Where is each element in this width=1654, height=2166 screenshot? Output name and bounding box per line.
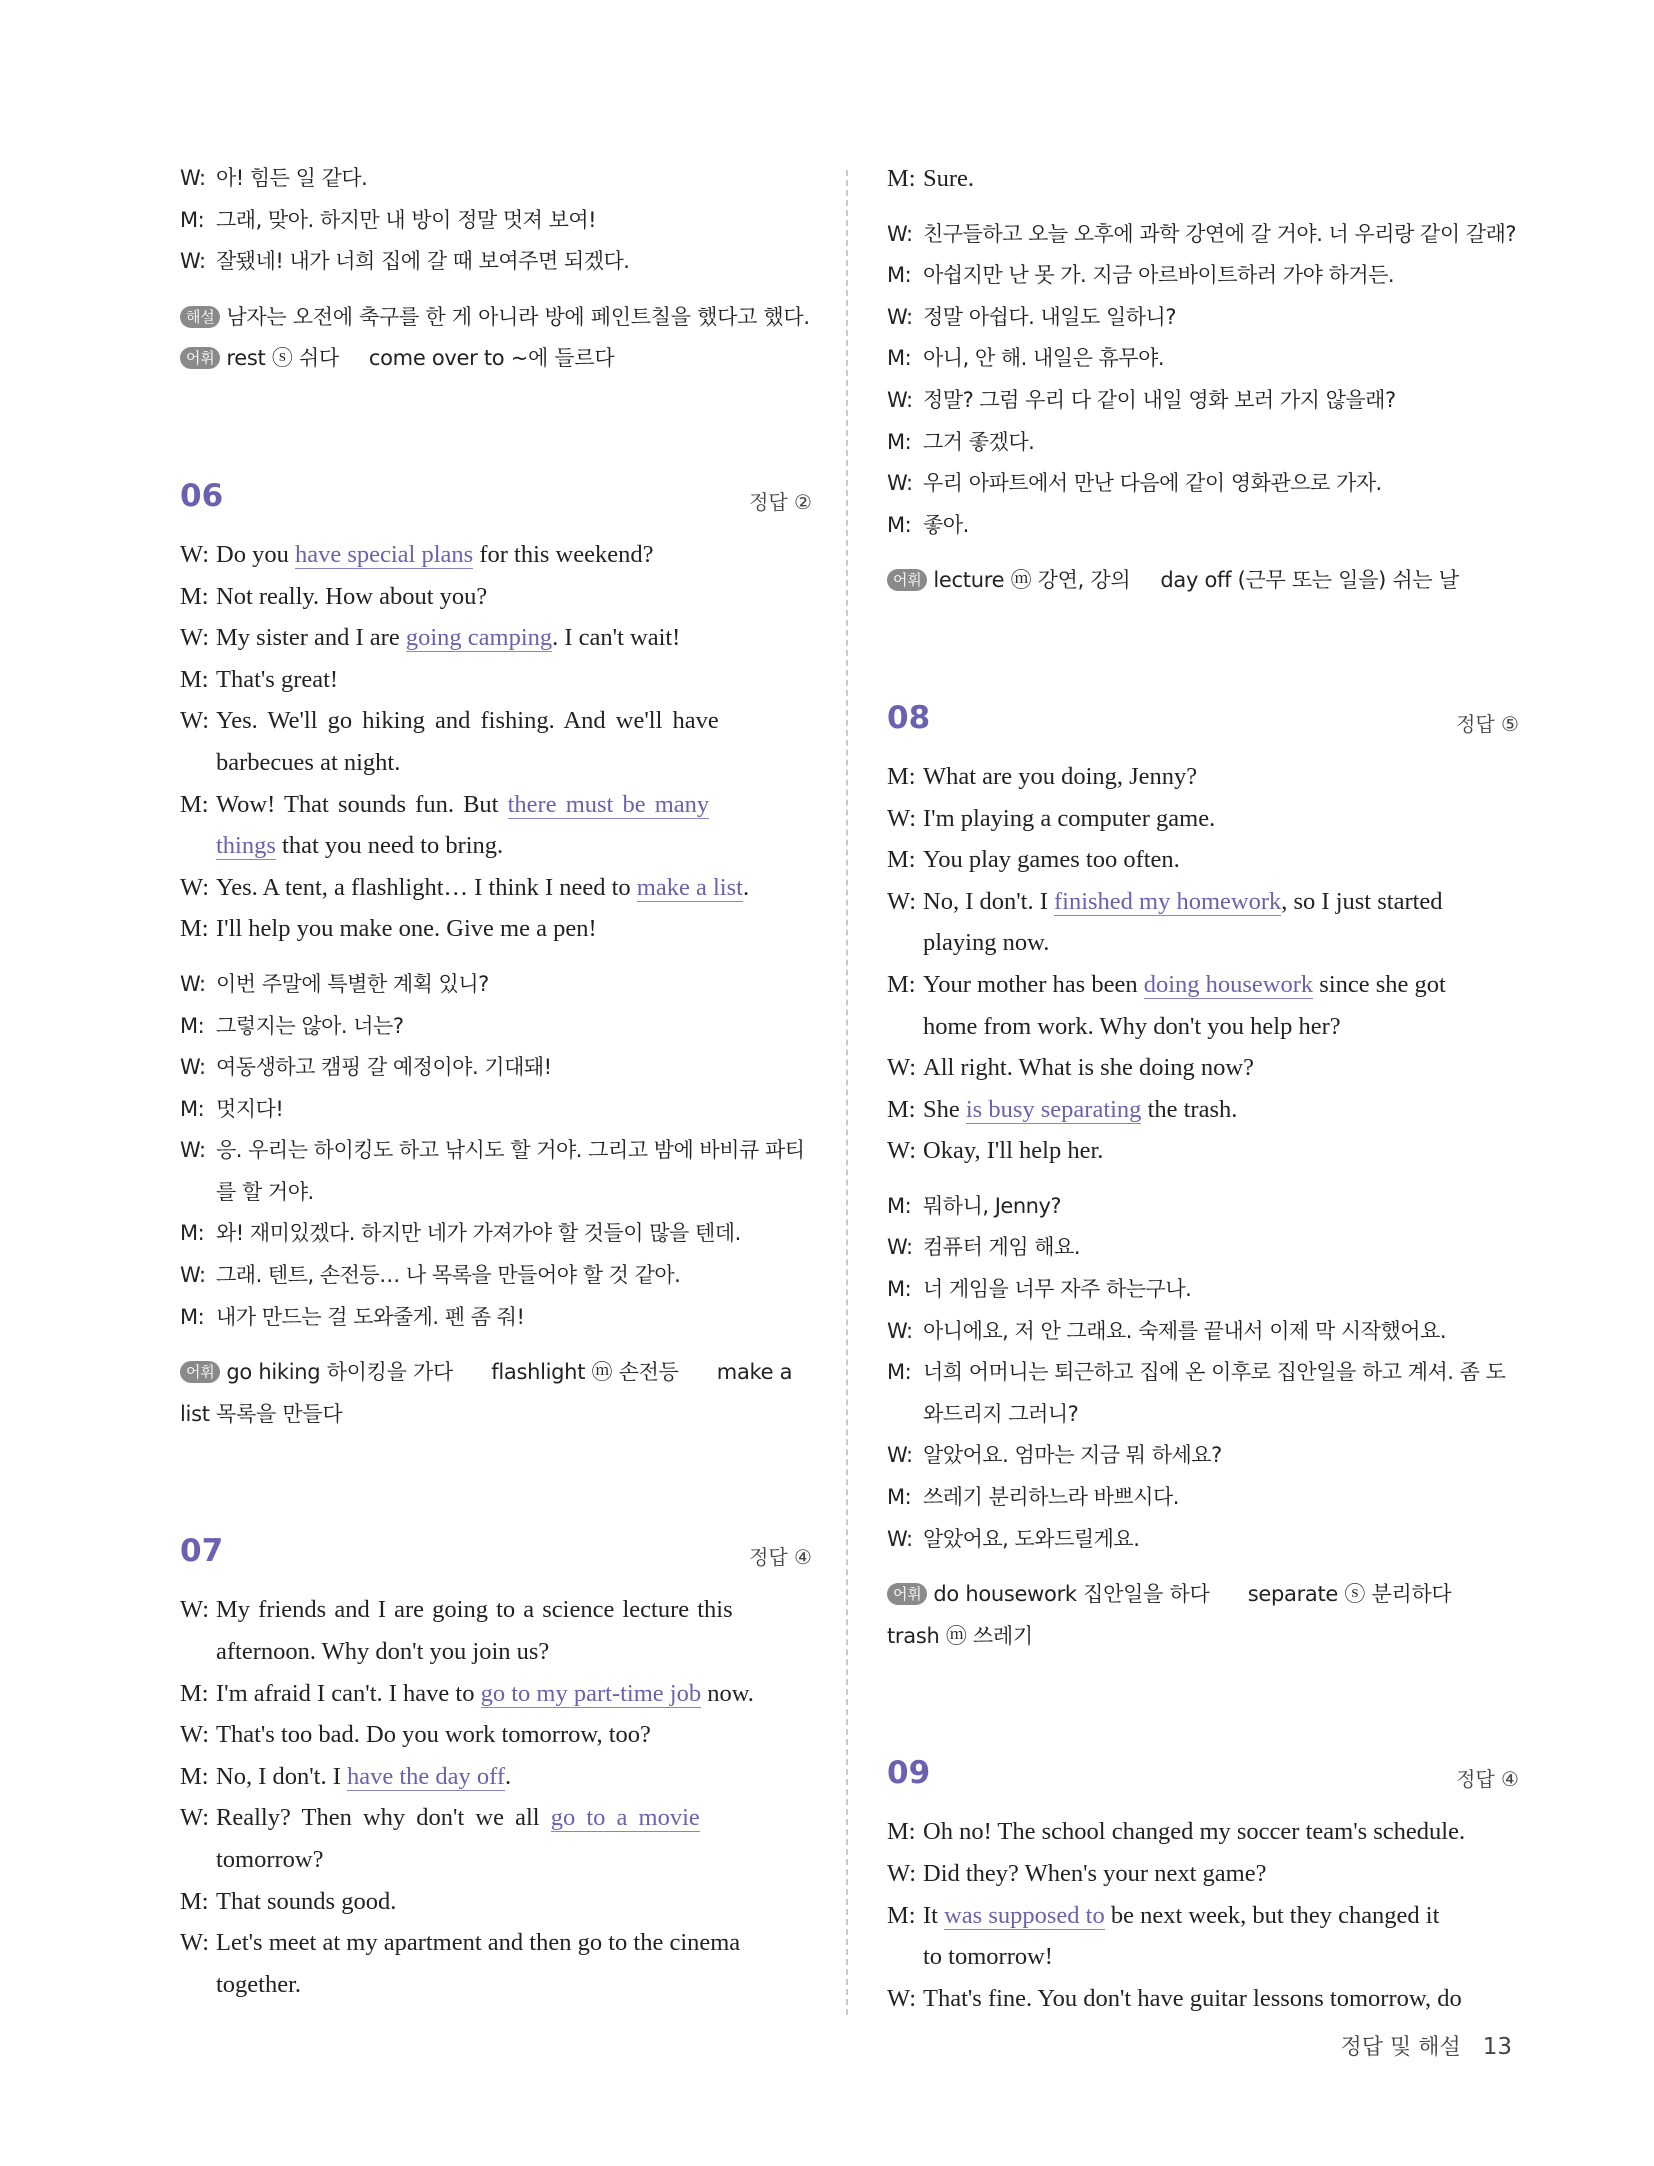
dialogue-line: M: No, I don't. I have the day off. — [180, 1762, 512, 1790]
left-column — [180, 158, 812, 2005]
answer-label: 정답 ④ — [1456, 1767, 1519, 1792]
dialogue-line: M: Your mother has been doing housework since she got — [887, 970, 1446, 998]
dialogue-line: M: 그거 좋겠다. — [887, 429, 1035, 454]
dialogue-line: M: 좋아. — [887, 512, 969, 537]
dialogue-line: W: 정말? 그럼 우리 다 같이 내일 영화 보러 가지 않을래? — [887, 387, 1396, 412]
answer-label: 정답 ⑤ — [1456, 711, 1519, 736]
answer-blank: have special plans — [294, 540, 474, 568]
dialogue-line: W: Did they? When's your next game? — [887, 1860, 1267, 1887]
dialogue-line: W: No, I don't. I finished my homework, so I just started — [887, 887, 1443, 915]
dialogue-line: W: My sister and I are going camping. I can't wait! — [180, 624, 681, 652]
dialogue-line: M: She is busy separating the trash. — [887, 1095, 1238, 1123]
dialogue-line: W: 아니에요, 저 안 그래요. 숙제를 끝내서 이제 막 시작했어요. — [887, 1318, 1447, 1343]
answer-blank: there must be many — [507, 790, 710, 818]
dialogue-line-cont: tomorrow? — [216, 1846, 324, 1873]
dialogue-line: M: 내가 만드는 걸 도와줄게. 펜 좀 줘! — [180, 1304, 525, 1329]
question-number: 09 — [887, 1755, 931, 1792]
dialogue-line: W: Really? Then why don't we all go to a movie — [180, 1804, 700, 1832]
dialogue-line: M: It was supposed to be next week, but they changed it — [887, 1901, 1440, 1929]
right-column — [887, 158, 1519, 2019]
dialogue-line-cont: playing now. — [923, 929, 1050, 957]
dialogue-line-cont: 와드리지 그러니? — [923, 1401, 1079, 1426]
dialogue-line: W: 잘됐네! 내가 너희 집에 갈 때 보여주면 되겠다. — [180, 249, 630, 274]
dialogue-line: M: 너 게임을 너무 자주 하는구나. — [887, 1277, 1192, 1302]
footer-label: 정답 및 해설 — [1340, 2035, 1461, 2060]
question-number: 08 — [887, 699, 931, 736]
dialogue-line: M: I'm afraid I can't. I have to go to my part-time job now. — [180, 1679, 754, 1707]
dialogue-line: W: 컴퓨터 게임 해요. — [887, 1235, 1081, 1260]
dialogue-line-cont: 를 할 거야. — [216, 1179, 314, 1204]
question-header — [180, 476, 812, 534]
dialogue-line: W: 그래. 텐트, 손전등… 나 목록을 만들어야 할 것 같아. — [180, 1263, 681, 1288]
answer-blank: doing housework — [1143, 970, 1314, 998]
dialogue-line: W: 정말 아쉽다. 내일도 일하니? — [887, 304, 1176, 329]
dialogue-line: W: Do you have special plans for this weekend? — [180, 540, 654, 568]
dialogue-line: M: Oh no! The school changed my soccer team's schedule. — [887, 1818, 1466, 1846]
answer-blank: finished my homework — [1053, 887, 1282, 915]
dialogue-line: W: 여동생하고 캠핑 갈 예정이야. 기대돼! — [180, 1055, 552, 1080]
question-header — [887, 698, 1519, 756]
dialogue-line: M: You play games too often. — [887, 846, 1180, 874]
dialogue-line: W: Yes. We'll go hiking and fishing. And we'll have — [180, 707, 719, 735]
dialogue-line: M: 멋지다! — [180, 1096, 284, 1121]
dialogue-line-cont: to tomorrow! — [923, 1943, 1053, 1971]
explanation-note: 해설 남자는 오전에 축구를 한 게 아니라 방에 페인트칠을 했다고 했다. — [180, 297, 812, 339]
dialogue-line-cont: together. — [216, 1970, 302, 1998]
vocab-note: 어휘 rest ⓢ 쉬다 come over to ~에 들르다 — [180, 338, 812, 380]
dialogue-line: M: 뭐하니, Jenny? — [887, 1193, 1062, 1218]
page-footer — [1340, 2030, 1512, 2061]
question-number: 06 — [180, 477, 224, 514]
dialogue-line: M: 너희 어머니는 퇴근하고 집에 온 이후로 집안일을 하고 계셔. 좀 도 — [887, 1360, 1506, 1385]
dialogue-line: W: 친구들하고 오늘 오후에 과학 강연에 갈 거야. 너 우리랑 같이 갈래? — [887, 221, 1517, 246]
question-number: 07 — [180, 1533, 224, 1570]
dialogue-line: M: Not really. How about you? — [180, 582, 488, 610]
vocab-tag: 어휘 — [887, 1583, 927, 1605]
vocab-note-cont: trash ⓜ 쓰레기 — [887, 1623, 1033, 1648]
dialogue-line: W: Okay, I'll help her. — [887, 1137, 1104, 1165]
dialogue-line: M: Wow! That sounds fun. But there must be many — [180, 790, 710, 818]
question-header — [887, 1753, 1519, 1811]
vocab-tag: 어휘 — [180, 347, 220, 369]
dialogue-line: W: 알았어요, 도와드릴게요. — [887, 1526, 1140, 1551]
dialogue-line: W: Yes. A tent, a flashlight… I think I need to make a list. — [180, 873, 750, 901]
dialogue-line-cont: afternoon. Why don't you join us? — [216, 1638, 550, 1666]
column-divider — [846, 170, 848, 2015]
dialogue-line: M: That's great! — [180, 665, 339, 693]
dialogue-line: M: I'll help you make one. Give me a pen! — [180, 915, 597, 943]
vocab-note: 어휘 go hiking 하이킹을 가다 flashlight ⓜ 손전등 make a — [180, 1352, 812, 1394]
vocab-note: 어휘 do housework 집안일을 하다 separate ⓢ 분리하다 — [887, 1574, 1519, 1616]
question-header — [180, 1531, 812, 1589]
dialogue-line: M: 와! 재미있겠다. 하지만 네가 가져가야 할 것들이 많을 텐데. — [180, 1221, 741, 1246]
dialogue-line: W: That's fine. You don't have guitar lessons tomorrow, do — [887, 1984, 1462, 2012]
answer-label: 정답 ② — [749, 489, 812, 514]
answer-label: 정답 ④ — [749, 1545, 812, 1570]
dialogue-line: W: All right. What is she doing now? — [887, 1054, 1254, 1082]
dialogue-line: W: Let's meet at my apartment and then go to the cinema — [180, 1929, 741, 1957]
explanation-tag: 해설 — [180, 306, 220, 328]
dialogue-line: M: 그렇지는 않아. 너는? — [180, 1013, 404, 1038]
dialogue-line-cont: barbecues at night. — [216, 748, 401, 776]
vocab-note: 어휘 lecture ⓜ 강연, 강의 day off (근무 또는 일을) 쉬는 날 — [887, 560, 1519, 602]
dialogue-line: W: 이번 주말에 특별한 계획 있니? — [180, 971, 489, 996]
dialogue-line: W: 아! 힘든 일 같다. — [180, 166, 368, 190]
answer-blank: make a list — [636, 873, 743, 901]
dialogue-line-cont: things that you need to bring. — [216, 832, 504, 860]
dialogue-line: M: 아니, 안 해. 내일은 휴무야. — [887, 346, 1165, 371]
vocab-note-cont: list 목록을 만들다 — [180, 1401, 343, 1426]
dialogue-line: M: 아쉽지만 난 못 가. 지금 아르바이트하러 가야 하거든. — [887, 263, 1395, 288]
dialogue-line: W: I'm playing a computer game. — [887, 804, 1216, 832]
dialogue-line: M: 쓰레기 분리하느라 바쁘시다. — [887, 1485, 1179, 1510]
answer-blank: go to a movie — [550, 1804, 700, 1832]
vocab-tag: 어휘 — [180, 1361, 220, 1383]
answer-blank: was supposed to — [944, 1901, 1105, 1929]
dialogue-line: M: Sure. — [887, 165, 975, 192]
dialogue-line: W: That's too bad. Do you work tomorrow, too? — [180, 1721, 651, 1749]
answer-blank: things — [216, 832, 276, 860]
vocab-tag: 어휘 — [887, 569, 927, 591]
dialogue-line: M: What are you doing, Jenny? — [887, 762, 1198, 790]
dialogue-line: W: 우리 아파트에서 만난 다음에 같이 영화관으로 가자. — [887, 471, 1382, 496]
answer-blank: go to my part-time job — [480, 1679, 702, 1707]
answer-blank: going camping — [405, 624, 553, 652]
dialogue-line-cont: home from work. Why don't you help her? — [923, 1012, 1341, 1040]
dialogue-line: W: 응. 우리는 하이킹도 하고 낚시도 할 거야. 그리고 밤에 바비큐 파티 — [180, 1138, 805, 1163]
dialogue-line: W: My friends and I are going to a science lecture this — [180, 1596, 733, 1624]
page-number: 13 — [1482, 2034, 1512, 2060]
dialogue-line: M: 그래, 맞아. 하지만 내 방이 정말 멋져 보여! — [180, 207, 597, 232]
answer-blank: have the day off — [346, 1762, 506, 1790]
answer-blank: is busy separating — [965, 1095, 1142, 1123]
dialogue-ko-continued — [180, 158, 812, 283]
dialogue-line: M: That sounds good. — [180, 1887, 397, 1915]
dialogue-line: W: 알았어요. 엄마는 지금 뭐 하세요? — [887, 1443, 1222, 1468]
